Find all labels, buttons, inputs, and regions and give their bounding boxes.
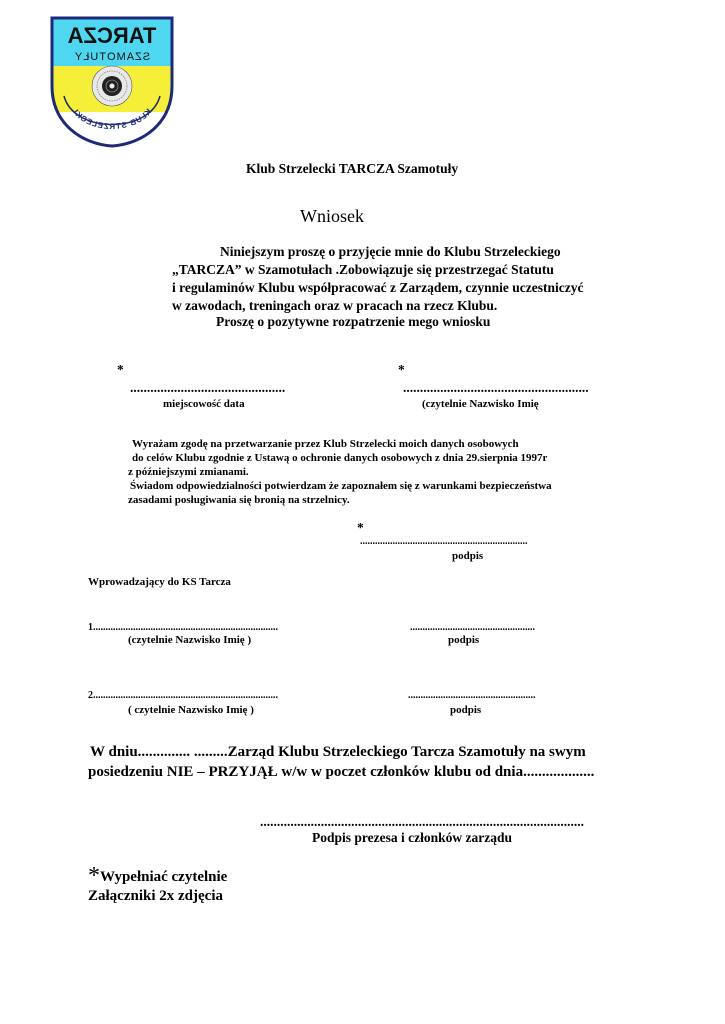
board-decision-line: posiedzeniu NIE – PRZYJĄŁ w/w w poczet członków klubu od dnia...................: [88, 764, 595, 780]
request-line: i regulaminów Klubu współpracować z Zarządem, czynnie uczestniczyć: [172, 280, 584, 295]
request-line: Proszę o pozytywne rozpatrzenie mego wniosku: [216, 314, 491, 329]
board-signature-label: Podpis prezesa i członków zarządu: [312, 830, 512, 845]
target-icon: [92, 66, 132, 106]
logo-title: TARCZA: [67, 23, 157, 48]
logo-ring-text: KLUB STRZELECKI: [70, 107, 154, 132]
consent-line: do celów Klubu zgodnie z Ustawą o ochronie danych osobowych z dnia 29.sierpnia 1997r: [132, 452, 548, 464]
place-date-label: miejscowość data: [163, 398, 245, 410]
logo-subtitle: SZAMOTUŁY: [73, 51, 151, 63]
introducer-name-line[interactable]: 2..........................................................................: [88, 690, 278, 701]
board-signature-line[interactable]: ................................................................................................: [260, 814, 584, 829]
consent-line: z późniejszymi zmianami.: [128, 466, 249, 478]
signature-line[interactable]: ...................................................................: [360, 536, 528, 547]
required-asterisk: *: [357, 520, 364, 535]
required-asterisk: *: [398, 362, 405, 377]
consent-line: zasadami posługiwania się bronią na strzelnicy.: [128, 494, 350, 506]
introducer-signature-label: podpis: [450, 704, 482, 716]
introducer-signature-line[interactable]: ..................................................: [410, 622, 535, 633]
required-asterisk: *: [117, 362, 124, 377]
request-line: w zawodach, treningach oraz w pracach na rzecz Klubu.: [172, 298, 498, 313]
attachments-note: Załączniki 2x zdjęcia: [88, 888, 223, 904]
club-name: Klub Strzelecki TARCZA Szamotuły: [246, 161, 459, 176]
place-date-line[interactable]: ..............................................: [130, 380, 286, 395]
introducer-signature-line[interactable]: ...................................................: [408, 690, 536, 701]
signature-label: podpis: [452, 550, 484, 562]
footer-note: Wypełniać czytelnie: [100, 869, 228, 885]
document-title: Wniosek: [300, 206, 364, 226]
introducers-heading: Wprowadzający do KS Tarcza: [88, 576, 231, 588]
consent-line: Wyrażam zgodę na przetwarzanie przez Klub Strzelecki moich danych osobowych: [132, 438, 519, 450]
request-line: „TARCZA” w Szamotułach .Zobowiązuje się przestrzegać Statutu: [172, 262, 554, 277]
name-line[interactable]: .......................................................: [403, 380, 589, 395]
club-logo: [50, 16, 174, 148]
name-label: (czytelnie Nazwisko Imię: [422, 398, 539, 410]
request-line: Niniejszym proszę o przyjęcie mnie do Klubu Strzeleckiego: [220, 244, 561, 259]
introducer-signature-label: podpis: [448, 634, 480, 646]
introducer-name-line[interactable]: 1..........................................................................: [88, 622, 278, 633]
footer-asterisk: *: [88, 863, 100, 889]
introducer-name-label: ( czytelnie Nazwisko Imię ): [128, 704, 254, 716]
introducer-name-label: (czytelnie Nazwisko Imię ): [128, 634, 252, 646]
consent-line: Świadom odpowiedzialności potwierdzam że zapoznałem się z warunkami bezpieczeństwa: [130, 480, 552, 492]
board-decision-line: W dniu.............. .........Zarząd Klubu Strzeleckiego Tarcza Szamotuły na swym: [90, 744, 586, 760]
